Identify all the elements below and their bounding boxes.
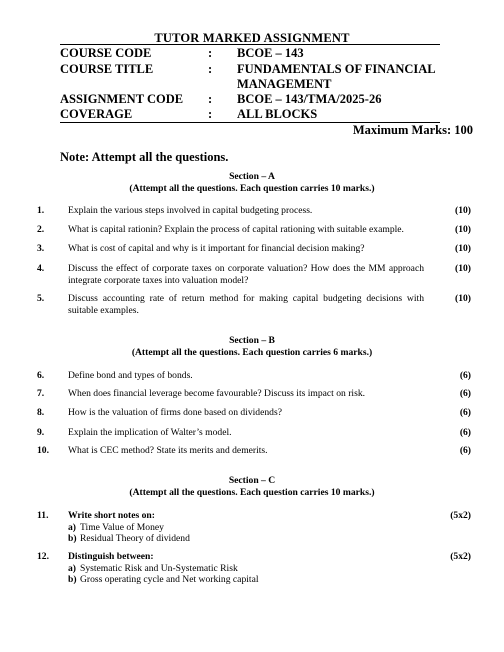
question-text: Explain the various steps involved in capital budgeting process.	[68, 205, 313, 216]
question-body	[68, 551, 424, 586]
course-title-line-1: FUNDAMENTALS OF FINANCIAL	[237, 62, 436, 76]
maximum-marks: Maximum Marks: 100	[352, 123, 473, 137]
question-text: When does financial leverage become favourable? Discuss its impact on risk.	[68, 388, 366, 399]
question-marks: (6)	[459, 427, 471, 438]
section-c-instruction: (Attempt all the questions. Each question carries 10 marks.)	[129, 486, 375, 498]
course-title-value	[237, 62, 442, 92]
course-code-value: BCOE – 143	[237, 46, 304, 60]
question-number: 7.	[37, 388, 45, 399]
assignment-code-row	[60, 92, 440, 107]
sub-item	[68, 574, 424, 586]
question-number: 3.	[37, 243, 45, 254]
course-title-row	[60, 62, 440, 91]
sub-item	[68, 522, 424, 534]
colon: :	[208, 46, 213, 60]
question-marks: (5x2)	[450, 551, 471, 562]
sub-item-text: Gross operating cycle and Net working capital	[80, 574, 259, 585]
sub-item-letter: a)	[68, 562, 76, 574]
section-b-heading	[0, 335, 504, 358]
colon: :	[208, 107, 213, 121]
section-b-title: Section – B	[229, 335, 275, 346]
question-text: What is capital rationin? Explain the process of capital rationing with suitable example.	[68, 224, 404, 235]
colon: :	[208, 92, 213, 106]
section-c-heading	[0, 475, 504, 498]
coverage-label: COVERAGE	[60, 107, 133, 121]
question-marks: (10)	[455, 293, 471, 304]
assignment-code-value: BCOE – 143/TMA/2025-26	[237, 92, 382, 106]
question-text: Write short notes on:	[68, 510, 155, 521]
question-marks: (10)	[455, 243, 471, 254]
question-marks: (6)	[459, 370, 471, 381]
question-text: Distinguish between:	[68, 551, 154, 562]
question-marks: (5x2)	[450, 510, 471, 521]
question-marks: (10)	[455, 224, 471, 235]
question-text: Discuss accounting rate of return method for making capital budgeting decisions with suitable examples.	[68, 293, 424, 316]
question-text: Discuss the effect of corporate taxes on corporate valuation? How does the MM approach integrate corporate taxes into valuation model?	[68, 263, 424, 286]
assignment-code-label: ASSIGNMENT CODE	[60, 92, 184, 106]
question-number: 11.	[37, 510, 49, 521]
sub-item-text: Time Value of Money	[80, 521, 164, 533]
colon: :	[208, 62, 213, 76]
question-number: 2.	[37, 224, 45, 235]
coverage-row	[60, 107, 440, 122]
question-body	[68, 510, 424, 545]
question-text: Define bond and types of bonds.	[68, 370, 193, 381]
question-number: 9.	[37, 427, 45, 438]
question-marks: (10)	[455, 205, 471, 216]
question-number: 10.	[37, 445, 49, 456]
course-code-label: COURSE CODE	[60, 46, 152, 60]
question-number: 6.	[37, 370, 45, 381]
course-code-row	[60, 46, 440, 61]
sub-item-text: Residual Theory of dividend	[80, 533, 190, 544]
sub-item-letter: a)	[68, 521, 76, 533]
question-text: How is the valuation of firms done based on dividends?	[68, 407, 282, 418]
note: Note: Attempt all the questions.	[60, 150, 229, 164]
question-marks: (6)	[459, 407, 471, 418]
section-a-heading	[0, 171, 504, 194]
question-marks: (6)	[459, 388, 471, 399]
question-number: 12.	[37, 551, 49, 562]
question-marks: (6)	[459, 445, 471, 456]
question-number: 8.	[37, 407, 45, 418]
sub-item-letter: b)	[68, 533, 77, 544]
question-number: 4.	[37, 263, 45, 274]
sub-item	[68, 563, 424, 575]
question-marks: (10)	[455, 263, 471, 274]
section-c-title: Section – C	[228, 475, 276, 486]
sub-item-text: Systematic Risk and Un-Systematic Risk	[80, 562, 238, 574]
section-b-instruction: (Attempt all the questions. Each question carries 6 marks.)	[131, 346, 373, 358]
header-top-rule	[60, 44, 440, 45]
document-title: TUTOR MARKED ASSIGNMENT	[154, 31, 350, 45]
section-a-title: Section – A	[229, 171, 275, 182]
course-title-line-2: MANAGEMENT	[237, 77, 332, 91]
sub-item	[68, 533, 424, 545]
question-number: 5.	[37, 293, 45, 304]
question-text: What is CEC method? State its merits and demerits.	[68, 445, 268, 456]
question-text: What is cost of capital and why is it important for financial decision making?	[68, 243, 365, 254]
sub-item-letter: b)	[68, 574, 77, 585]
question-number: 1.	[37, 205, 45, 216]
coverage-value: ALL BLOCKS	[237, 107, 318, 121]
question-text: Explain the implication of Walter’s model.	[68, 427, 232, 438]
course-title-label: COURSE TITLE	[60, 62, 154, 76]
section-a-instruction: (Attempt all the questions. Each question carries 10 marks.)	[129, 182, 375, 194]
